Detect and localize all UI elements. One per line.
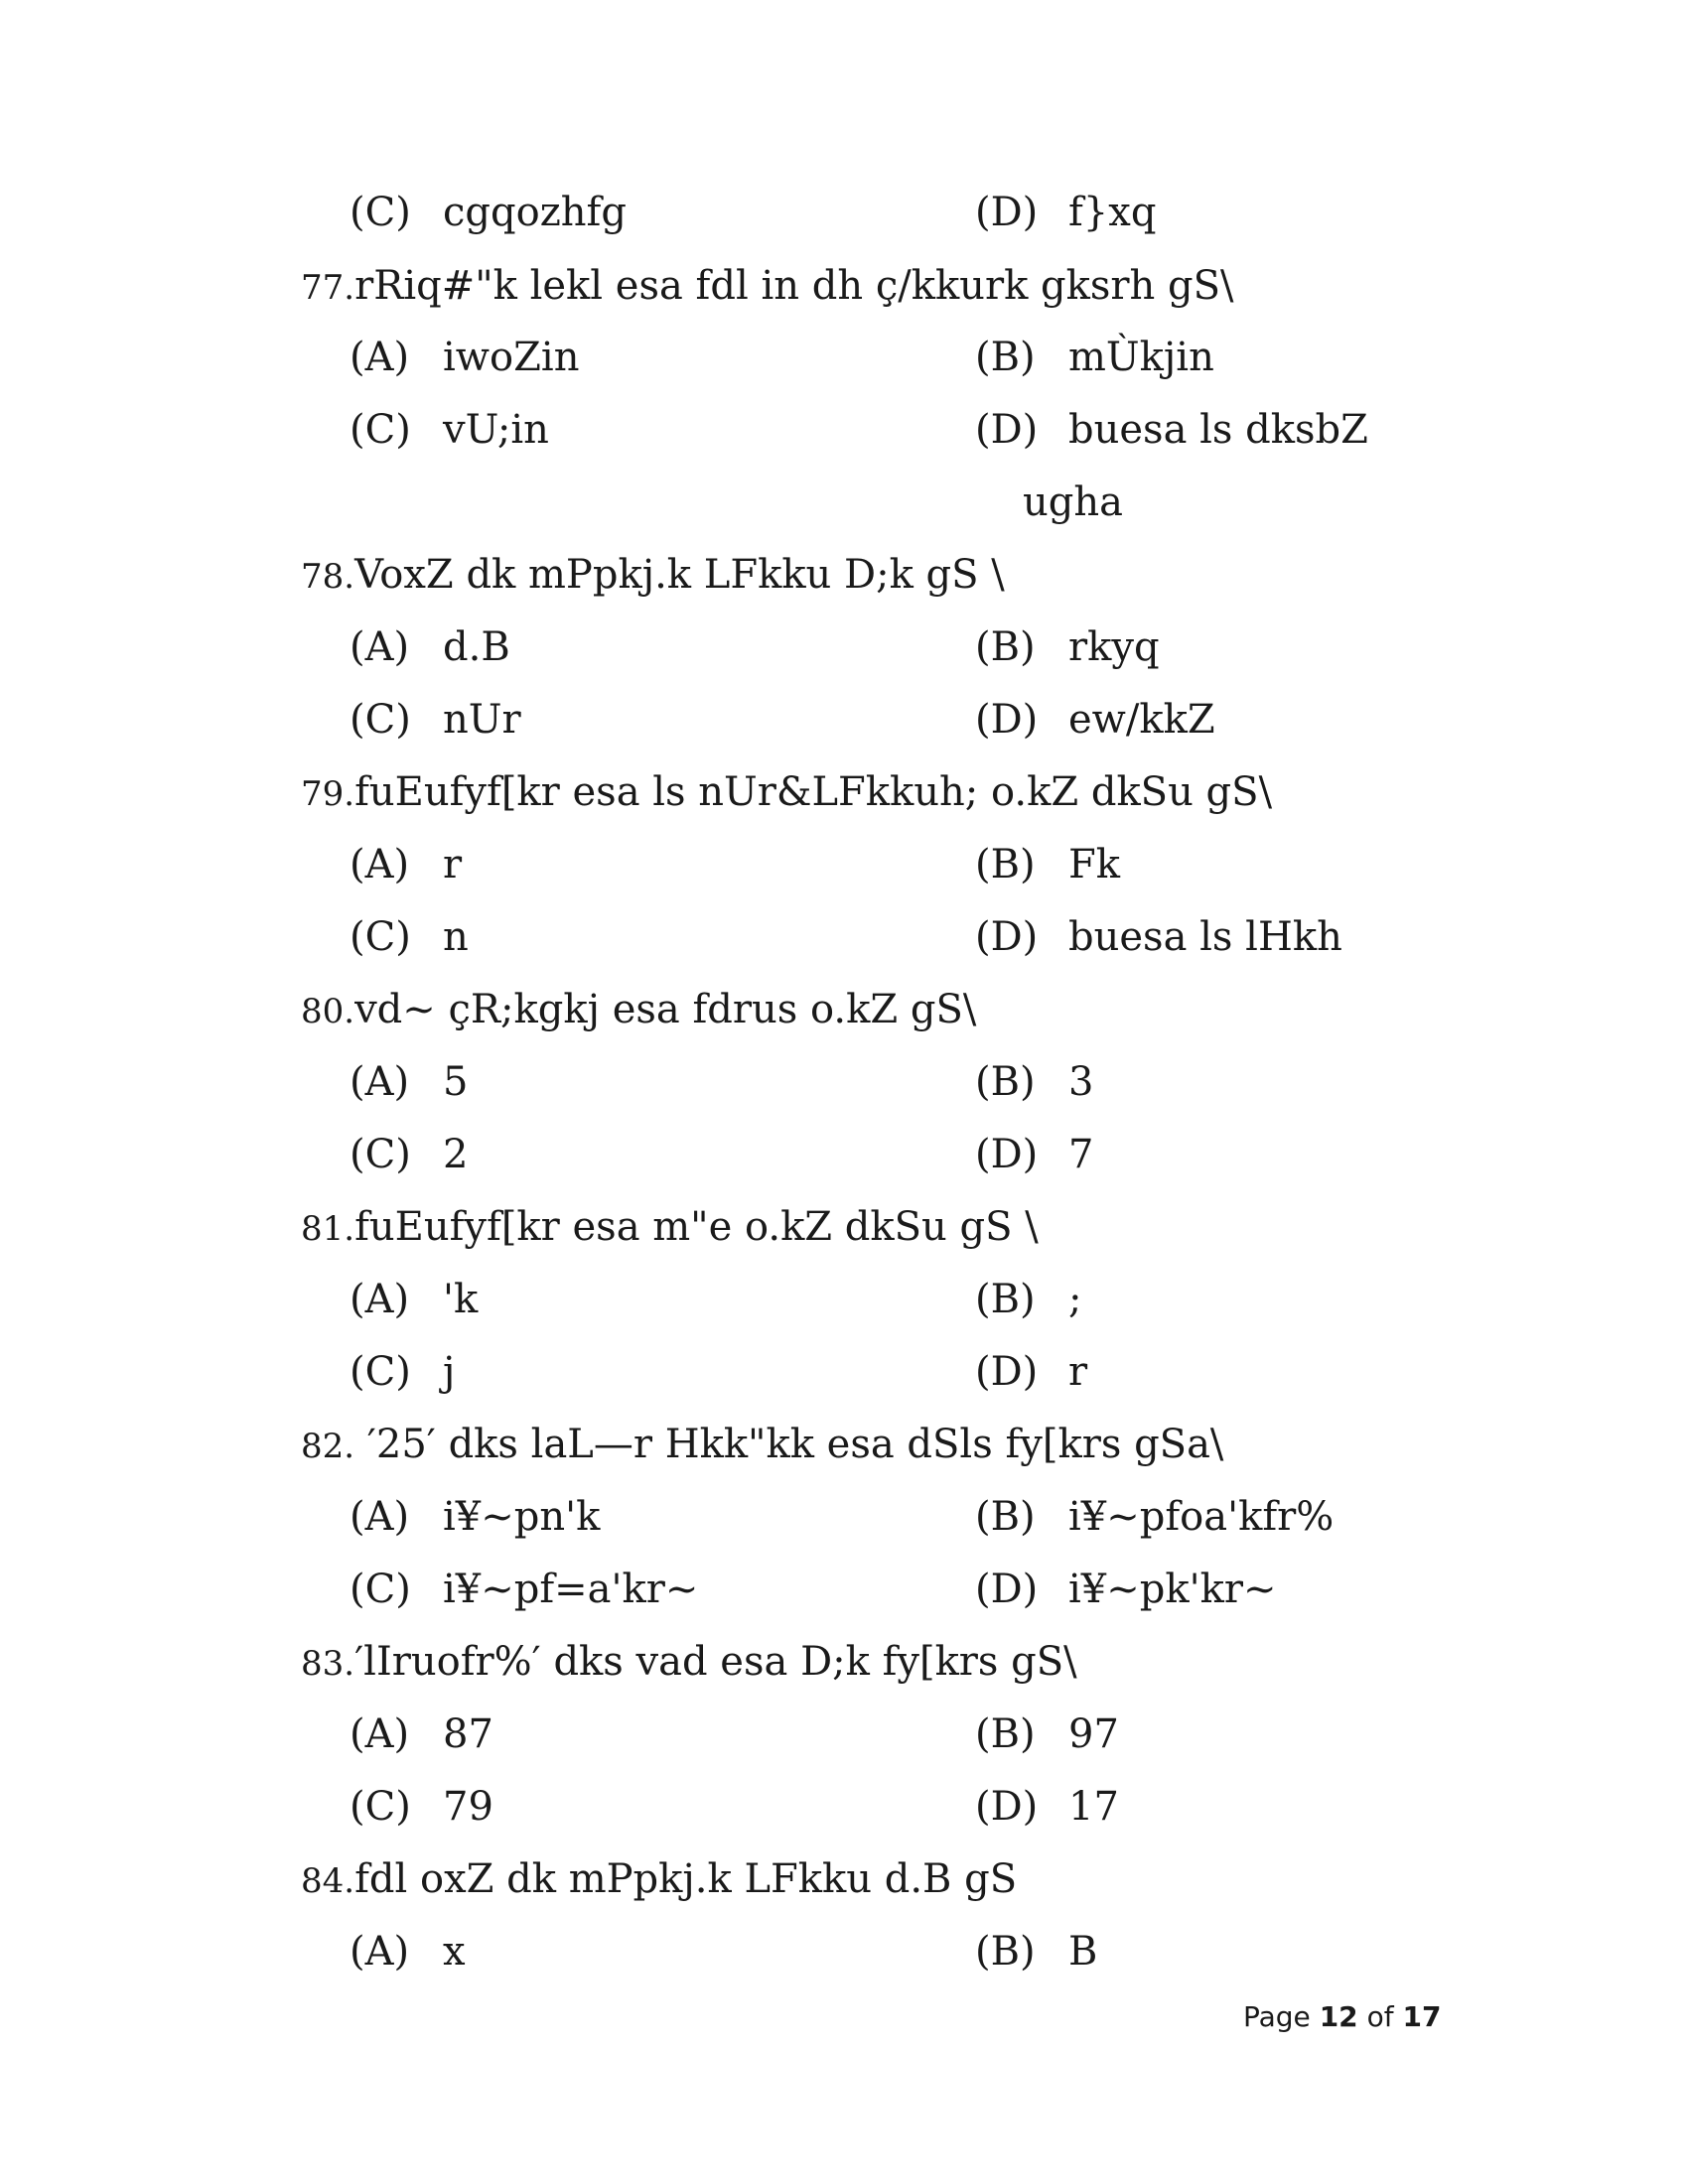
current-page: 12 [1319,2000,1358,2033]
option-letter: (A) [350,1059,410,1105]
option-letter: (D) [975,407,1039,453]
question-82 [301,1422,1224,1467]
option-text: f}xq [1068,190,1157,235]
option-text: i¥~pfoa'kfr% [1068,1494,1335,1540]
option-letter: (C) [350,1784,411,1830]
question-text: rRiq#"k lekl esa fdl in dh ç/kkurk gksrh gS\ [354,263,1234,309]
option-text: r [1068,1349,1088,1395]
option-text: Fk [1068,842,1120,887]
option-letter: (A) [350,1929,410,1975]
option-text: 2 [443,1132,469,1177]
option-text: d.B [443,624,510,670]
question-number: 79. [301,774,355,814]
option-continuation: ugha [1023,479,1123,525]
option-text: 87 [443,1711,493,1757]
question-number: 84. [301,1861,355,1901]
option-letter: (A) [350,1711,410,1757]
option-text: ew/kkZ [1068,697,1215,743]
option-letter: (A) [350,624,410,670]
option-letter: (B) [975,842,1036,887]
option-letter: (C) [350,1567,411,1612]
option-text: n [443,914,469,960]
question-78 [301,552,1005,598]
option-letter: (B) [975,1711,1036,1757]
option-letter: (B) [975,1929,1036,1975]
question-text: fuEufyf[kr esa ls nUr&LFkkuh; o.kZ dkSu gS\ [354,769,1273,815]
question-text: fuEufyf[kr esa m"e o.kZ dkSu gS \ [354,1204,1039,1250]
option-letter: (D) [975,190,1039,235]
option-text: i¥~pk'kr~ [1068,1567,1277,1612]
option-text: B [1068,1929,1098,1975]
option-text: buesa ls dksbZ [1068,407,1368,453]
option-letter: (A) [350,335,410,380]
option-text: r [443,842,463,887]
question-80 [301,987,977,1032]
option-letter: (D) [975,1784,1039,1830]
option-letter: (D) [975,697,1039,743]
option-text: cgqozhfg [443,190,627,235]
option-letter: (B) [975,1494,1036,1540]
question-77 [301,263,1234,309]
option-text: j [443,1349,456,1395]
page-number [1243,2000,1442,2033]
option-letter: (C) [350,697,411,743]
option-letter: (C) [350,190,411,235]
question-text: VoxZ dk mPpkj.k LFkku D;k gS \ [354,552,1005,598]
option-letter: (B) [975,335,1036,380]
option-letter: (A) [350,1277,410,1322]
option-text: iwoZin [443,335,580,380]
option-text: 7 [1068,1132,1094,1177]
question-number: 81. [301,1209,355,1249]
option-text: 'k [443,1277,479,1322]
question-text: ′25′ dks laL—r Hkk"kk esa dSls fy[krs gSa\ [366,1422,1224,1467]
option-text: buesa ls lHkh [1068,914,1342,960]
page-label: Page [1243,2000,1311,2033]
question-79 [301,769,1273,815]
option-letter: (A) [350,1494,410,1540]
option-letter: (A) [350,842,410,887]
question-number: 77. [301,268,355,308]
question-text: fdl oxZ dk mPpkj.k LFkku d.B gS [354,1856,1018,1902]
option-text: 17 [1068,1784,1119,1830]
question-84 [301,1856,1018,1902]
question-81 [301,1204,1039,1250]
option-text: ; [1068,1277,1082,1322]
question-number: 83. [301,1644,355,1684]
option-letter: (D) [975,1132,1039,1177]
question-text: vd~ çR;kgkj esa fdrus o.kZ gS\ [354,987,977,1032]
question-text: ′lIruofr%′ dks vad esa D;k fy[krs gS\ [354,1639,1077,1685]
option-text: mÙkjin [1068,335,1214,380]
option-text: 5 [443,1059,469,1105]
option-letter: (C) [350,407,411,453]
total-pages: 17 [1402,2000,1442,2033]
page-of-label: of [1366,2000,1394,2033]
option-text: 97 [1068,1711,1119,1757]
option-letter: (D) [975,1349,1039,1395]
option-text: i¥~pf=a'kr~ [443,1567,699,1612]
option-letter: (B) [975,624,1036,670]
option-text: x [443,1929,466,1975]
option-letter: (D) [975,914,1039,960]
question-number: 82. [301,1427,355,1466]
question-number: 80. [301,992,355,1031]
option-text: i¥~pn'k [443,1494,601,1540]
question-number: 78. [301,557,355,597]
option-text: 79 [443,1784,493,1830]
option-letter: (B) [975,1059,1036,1105]
option-text: 3 [1068,1059,1094,1105]
option-letter: (C) [350,914,411,960]
option-letter: (C) [350,1132,411,1177]
option-letter: (B) [975,1277,1036,1322]
option-letter: (D) [975,1567,1039,1612]
option-text: rkyq [1068,624,1160,670]
question-83 [301,1639,1077,1685]
option-text: nUr [443,697,521,743]
option-text: vU;in [443,407,549,453]
option-letter: (C) [350,1349,411,1395]
